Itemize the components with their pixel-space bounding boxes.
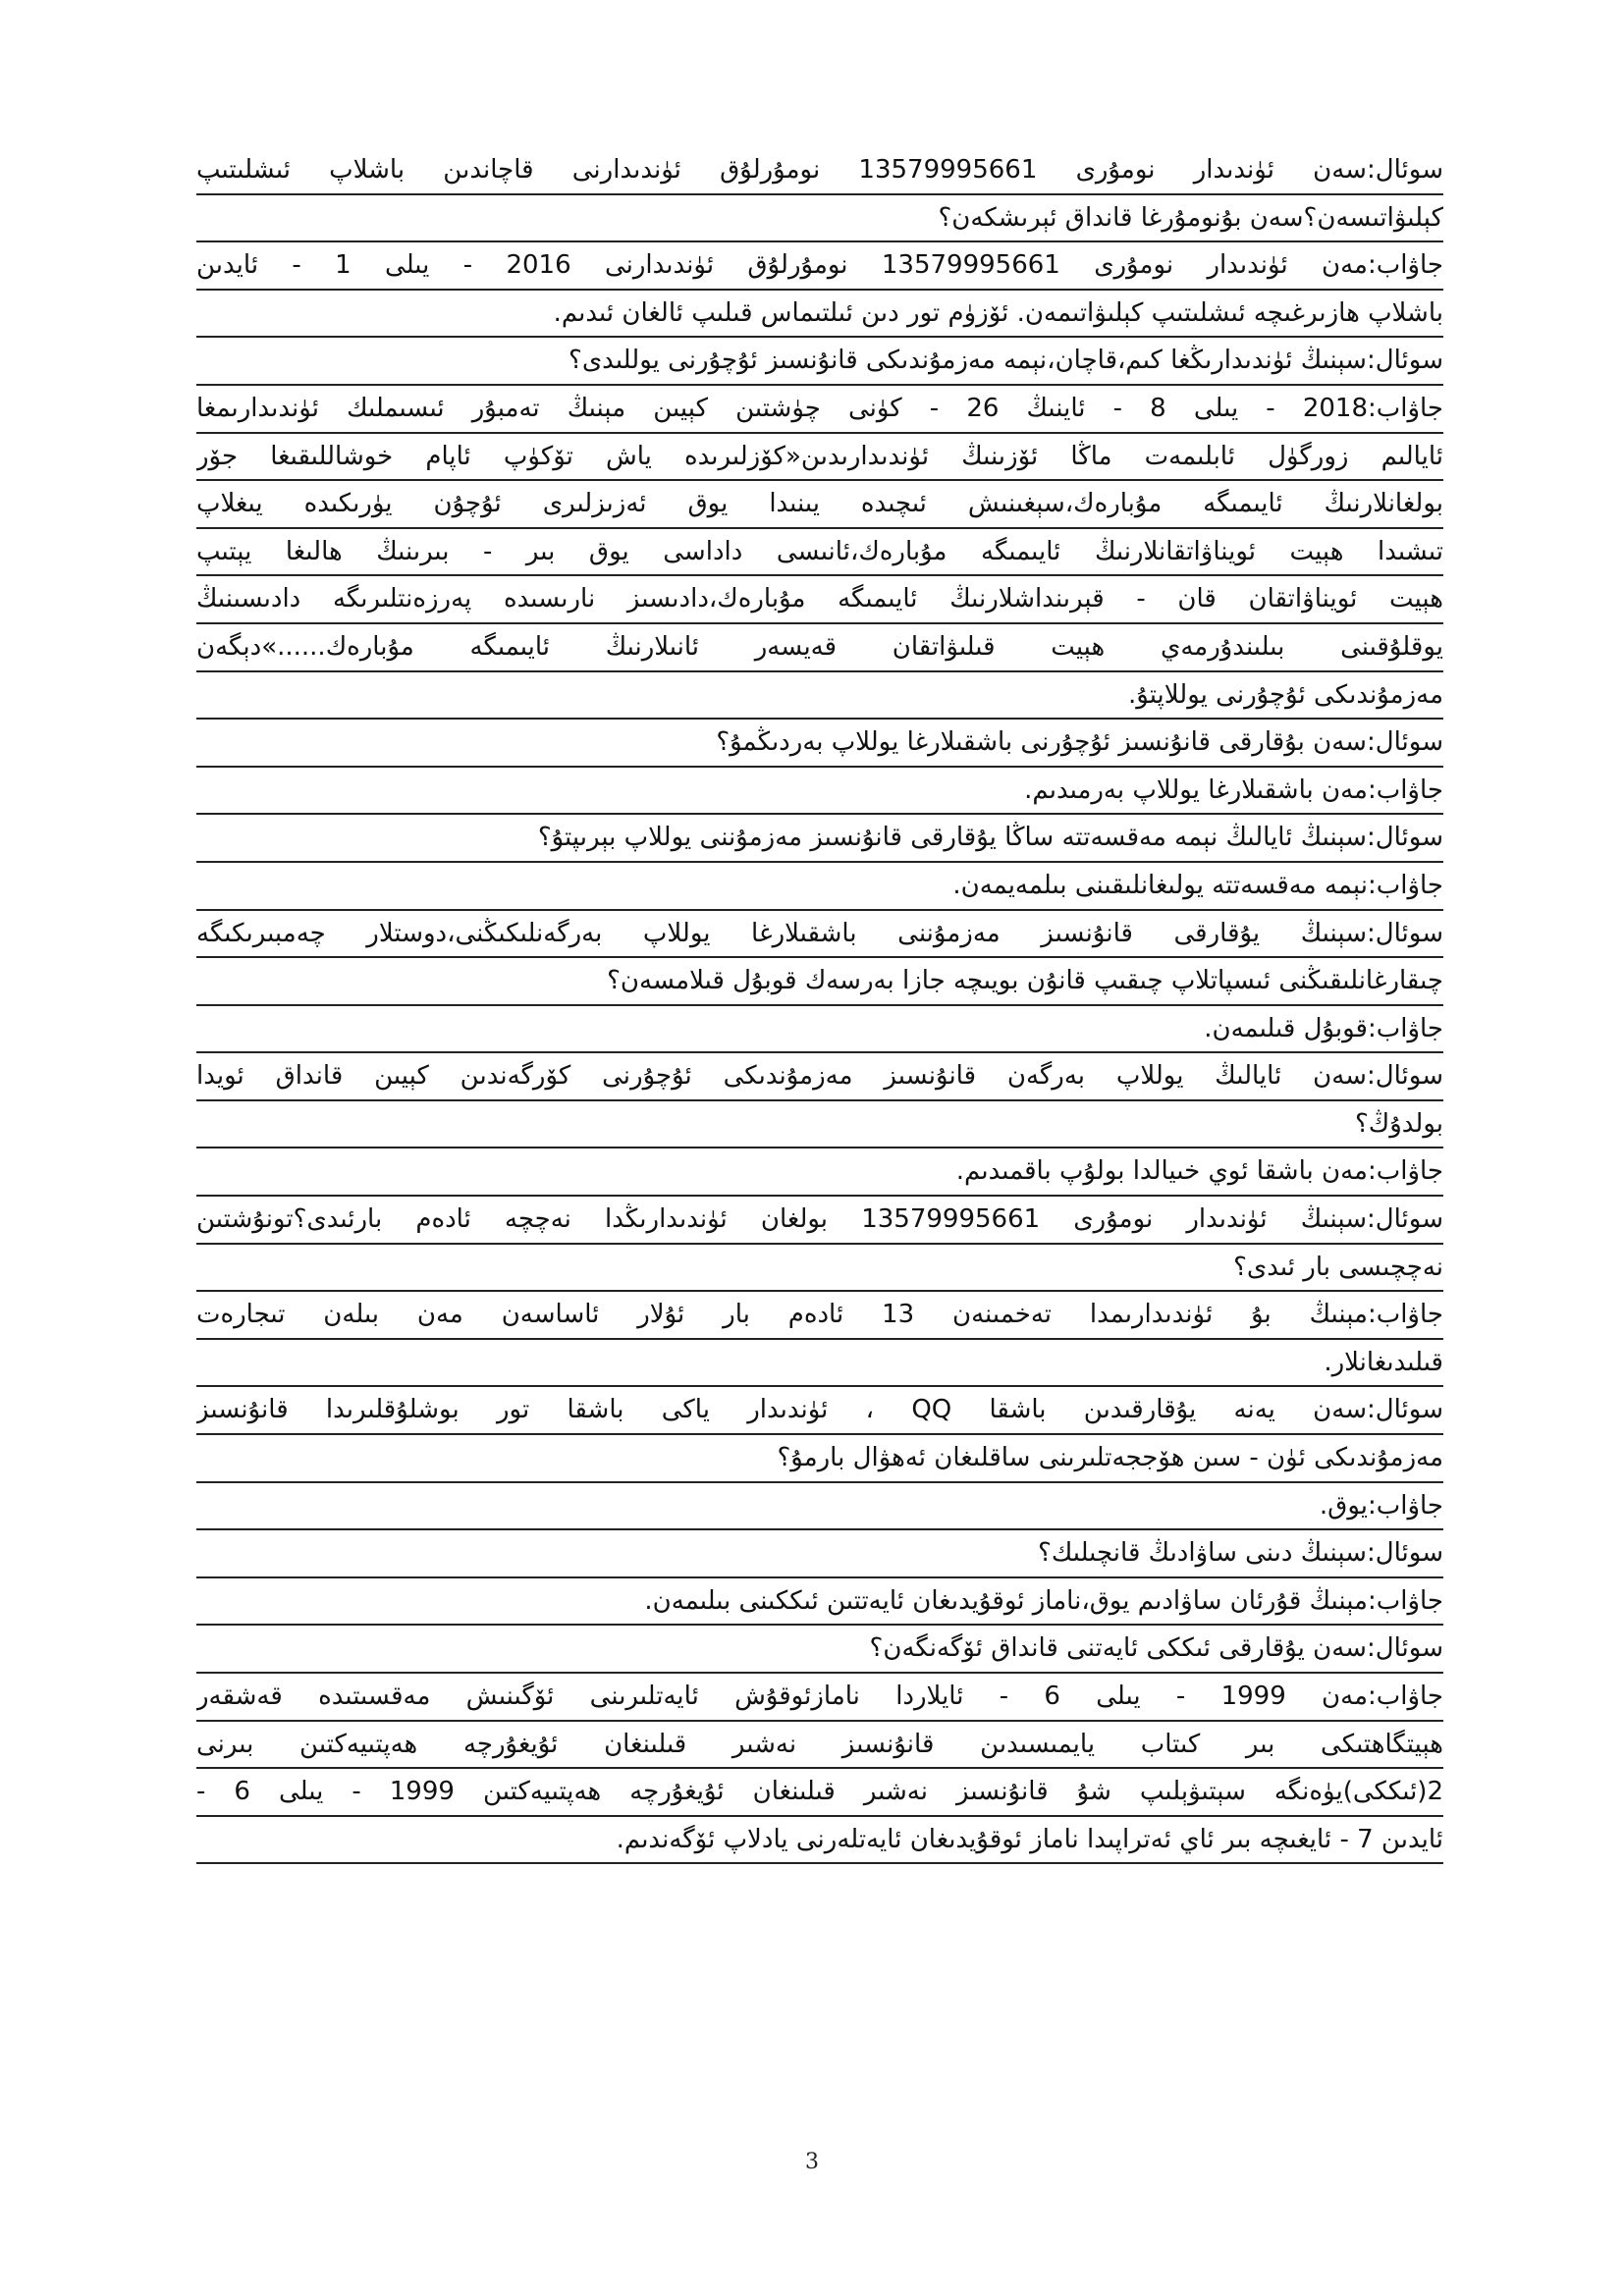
text-line: ئايدىن 7 - ئايغىچە بىر ئاي ئەتراپىدا ناماز ئوقۇيدىغان ئايەتلەرنى يادلاپ ئۆگەندىم.: [196, 1817, 1443, 1865]
text-line: سوئال:سەن يەنە يۇقارقىدىن باشقا QQ ، ئۈندىدار ياكى باشقا تور بوشلۇقلىرىدا قانۇنسىز: [196, 1387, 1443, 1435]
text-line: سوئال:سېنىڭ ئۈندىدار نومۇرى 13579995661 بولغان ئۈندىدارىڭدا نەچچە ئادەم بارئىدى؟تونۇشتىن: [196, 1197, 1443, 1245]
text-line: سوئال:سەن بۇقارقى قانۇنسىز ئۇچۇرنى باشقىلارغا يوللاپ بەردىڭمۇ؟: [196, 720, 1443, 768]
text-line: جاۋاب:نېمە مەقسەتتە يولىغانلىقىنى بىلمەيمەن.: [196, 863, 1443, 911]
text-line: جاۋاب:يوق.: [196, 1483, 1443, 1531]
text-line: قىلىدىغانلار.: [196, 1340, 1443, 1388]
text-line: چىقارغانلىقىڭنى ئىسپاتلاپ چىقىپ قانۇن بويىچە جازا بەرسەك قوبۇل قىلامسەن؟: [196, 958, 1443, 1006]
text-line: مەزمۇندىكى ئۈن - سىن ھۆججەتلىرىنى ساقلىغان ئەھۋال بارمۇ؟: [196, 1435, 1443, 1483]
text-line: بولغانلارنىڭ ئايىمىگە مۇبارەك،سېغىنىش ئىچىدە يىنىدا يوق ئەزىزلىرى ئۇچۇن يۈرىكىدە يىغلاپ: [196, 481, 1443, 529]
text-line: جاۋاب:مېنىڭ قۇرئان ساۋادىم يوق،ناماز ئوقۇيدىغان ئايەتتىن ئىككىنى بىلىمەن.: [196, 1578, 1443, 1627]
text-line: سوئال:سەن ئۈندىدار نومۇرى 13579995661 نومۇرلۇق ئۈندىدارنى قاچاندىن باشلاپ ئىشلىتىپ: [196, 147, 1443, 195]
text-line: جاۋاب:مەن باشقا ئوي خىيالدا بولۇپ باقمىدىم.: [196, 1148, 1443, 1197]
text-line: جاۋاب:مېنىڭ بۇ ئۈندىدارىمدا تەخمىنەن 13 ئادەم بار ئۇلار ئاساسەن مەن بىلەن تىجارەت: [196, 1292, 1443, 1340]
text-line: جاۋاب:قوبۇل قىلىمەن.: [196, 1006, 1443, 1054]
text-line: سوئال:سەن ئايالىڭ يوللاپ بەرگەن قانۇنسىز مەزمۇندىكى ئۇچۇرنى كۆرگەندىن كېيىن قانداق ئويدا: [196, 1053, 1443, 1101]
text-line: سوئال:سېنىڭ ئايالىڭ نېمە مەقسەتتە ساڭا يۇقارقى قانۇنسىز مەزمۇننى يوللاپ بېرىپتۇ؟: [196, 815, 1443, 863]
text-line: ھېيتگاھتىكى بىر كىتاب يايمىسىدىن قانۇنسىز نەشىر قىلىنغان ئۇيغۇرچە ھەپتىيەكتىن بىرنى: [196, 1722, 1443, 1770]
text-line: سوئال:سېنىڭ ئۈندىدارىڭغا كىم،قاچان،نېمە مەزمۇندىكى قانۇنسىز ئۇچۇرنى يوللىدى؟: [196, 338, 1443, 386]
text-line: ھېيت ئويناۋاتقان قان - قېرىنداشلارنىڭ ئايىمىگە مۇبارەك،دادىسىز نارىسىدە پەرزەنتلىرىگە دادىسىنىڭ: [196, 576, 1443, 624]
text-line: سوئال:سەن يۇقارقى ئىككى ئايەتنى قانداق ئۆگەنگەن؟: [196, 1626, 1443, 1674]
text-line: سوئال:سېنىڭ يۇقارقى قانۇنسىز مەزمۇننى باشقىلارغا يوللاپ بەرگەنلىكىڭنى،دوستلار چەمبىرىكىگە: [196, 911, 1443, 959]
text-line: مەزمۇندىكى ئۇچۇرنى يوللاپتۇ.: [196, 672, 1443, 721]
page-number: 3: [805, 2150, 819, 2174]
text-line: كېلىۋاتىسەن؟سەن بۇنومۇرغا قانداق ئېرىشكەن؟: [196, 195, 1443, 243]
text-line: جاۋاب:2018 - يىلى 8 - ئاينىڭ 26 - كۈنى چۈشتىن كېيىن مېنىڭ تەمبۇر ئىسىملىك ئۈندىدارىمغا: [196, 386, 1443, 434]
text-line: بولدۇڭ؟: [196, 1101, 1443, 1149]
text-line: باشلاپ ھازىرغىچە ئىشلىتىپ كېلىۋاتىمەن. ئۆزۈم تور دىن ئىلتىماس قىلىپ ئالغان ئىدىم.: [196, 291, 1443, 339]
text-line: جاۋاب:مەن 1999 - يىلى 6 - ئايلاردا نامازئوقۇش ئايەتلىرىنى ئۆگىنىش مەقسىتىدە قەشقەر: [196, 1674, 1443, 1722]
document-page: [196, 147, 1443, 1864]
text-line: جاۋاب:مەن ئۈندىدار نومۇرى 13579995661 نومۇرلۇق ئۈندىدارنى 2016 - يىلى 1 - ئايدىن: [196, 242, 1443, 291]
text-line: جاۋاب:مەن باشقىلارغا يوللاپ بەرمىدىم.: [196, 768, 1443, 816]
text-line: سوئال:سېنىڭ دىنى ساۋادىڭ قانچىلىك؟: [196, 1530, 1443, 1578]
text-lines: [196, 147, 1443, 1864]
text-line: ئايالىم زورگۈل ئابلىمەت ماڭا ئۆزىنىڭ ئۈندىدارىدىن«كۆزلىرىدە ياش تۆكۈپ ئاپام خوشاللىقىغا جۆر: [196, 434, 1443, 482]
text-line: نەچچىسى بار ئىدى؟: [196, 1245, 1443, 1293]
text-line: تىشىدا ھېيت ئويناۋاتقانلارنىڭ ئايىمىگە مۇبارەك،ئانىسى داداسى يوق بىر - بىرىنىڭ ھالىغا يېتىپ: [196, 529, 1443, 577]
text-line: 2(ئىككى)يۈەنگە سېتىۋېلىپ شۇ قانۇنسىز نەشىر قىلىنغان ئۇيغۇرچە ھەپتىيەكتىن 1999 - يىلى 6 -: [196, 1769, 1443, 1817]
text-line: يوقلۇقىنى بىلىندۇرمەي ھېيت قىلىۋاتقان قەيسەر ئانىلارنىڭ ئايىمىگە مۇبارەك......»دېگەن: [196, 624, 1443, 672]
